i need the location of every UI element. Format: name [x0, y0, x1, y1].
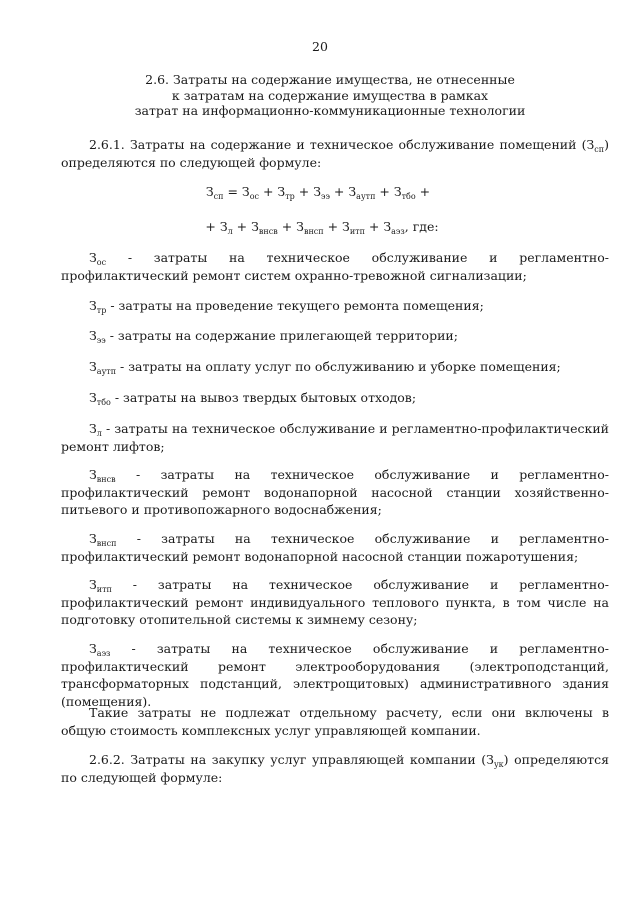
- definition-aez: $З_{аэз}$ - затраты на техническое обслуживание и регламентно-профилактический ремонт электрооборудования (электроподстанций, трансформаторных подстанций, электрощитовых) административного здания (помещения).: [61, 641, 609, 709]
- definition-tbo: $З_{тбо}$ - затраты на вывоз твердых бытовых отходов;: [89, 390, 417, 407]
- definition-aytp: $З_{аутп}$ - затраты на оплату услуг по обслуживанию и уборке помещения;: [89, 359, 561, 376]
- p261-tail: ) определяются по следующей формуле:: [61, 137, 609, 170]
- p261-text: 2.6.1. Затраты на содержание и техническое обслуживание помещений (З: [89, 137, 595, 152]
- definition-oc: $З_{ос}$ - затраты на техническое обслуживание и регламентно-профилактический ремонт систем охранно-тревожной сигнализации;: [61, 250, 609, 283]
- definition-l: $З_л$ - затраты на техническое обслуживание и регламентно-профилактический ремонт лифтов;: [61, 421, 609, 454]
- heading-line-1: 2.6. Затраты на содержание имущества, не отнесенные: [145, 72, 515, 87]
- formula-line-2: + $З_л + З_{внсв} + З_{внсп} + З_{итп} + З_{аэз}$, где:: [201, 219, 439, 236]
- page-number: 20: [312, 39, 328, 54]
- definition-ee: $З_{ээ}$ - затраты на содержание прилегающей территории;: [89, 328, 458, 345]
- p262-subscript: ук: [493, 760, 504, 769]
- p262-tail: ) определяются по следующей формуле:: [61, 752, 609, 785]
- heading-line-2: к затратам на содержание имущества в рамках: [171, 87, 489, 103]
- definition-vnsv: $З_{внсв}$ - затраты на техническое обслуживание и регламентно-профилактический ремонт водонапорной насосной станции хозяйственно-питьевого и противопожарного водоснабжения;: [61, 467, 609, 517]
- definition-vnsp: $З_{внсп}$ - затраты на техническое обслуживание и регламентно-профилактический ремонт водонапорной насосной станции пожаротушения;: [61, 531, 609, 564]
- paragraph-2-6-2: [61, 751, 609, 786]
- p261-subscript: сп: [594, 145, 605, 154]
- section-heading: [90, 72, 570, 119]
- heading-line-3: затрат на информационно-коммуникационные технологии: [134, 103, 526, 118]
- note-paragraph: Такие затраты не подлежат отдельному расчету, если они включены в общую стоимость комплексных услуг управляющей компании.: [61, 705, 609, 738]
- definition-itp: $З_{итп}$ - затраты на техническое обслуживание и регламентно-профилактический ремонт индивидуального теплового пункта, в том числе на подготовку отопительной системы к зимнему сезону;: [61, 577, 609, 627]
- paragraph-2-6-1: [61, 136, 609, 171]
- definition-tr: $З_{тр}$ - затраты на проведение текущего ремонта помещения;: [89, 298, 484, 315]
- formula-line-1: $З_{сп} = З_{ос} + З_{тр} + З_{ээ} + З_{аутп} + З_{тбо}$ +: [205, 184, 435, 201]
- p262-text: 2.6.2. Затраты на закупку услуг управляющей компании (З: [89, 752, 494, 767]
